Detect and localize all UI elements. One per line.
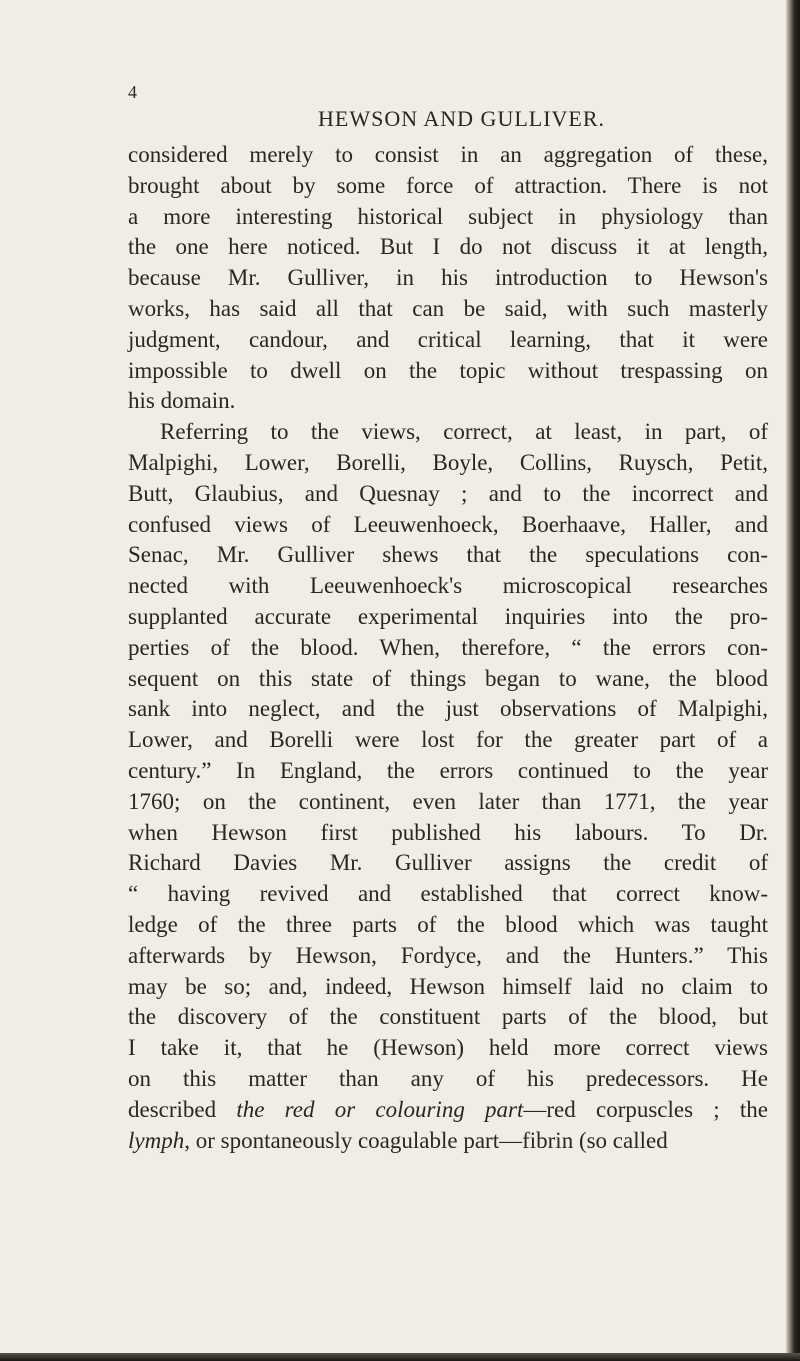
text-line: considered merely to consist in an aggregation of these,: [128, 142, 768, 167]
text-run: —red corpuscles ; the: [523, 1096, 768, 1122]
paragraph: [128, 140, 768, 417]
text-line: century.” In England, the errors continued to the year: [128, 757, 768, 783]
body-text: [128, 140, 768, 1156]
paragraph: [128, 417, 768, 1095]
text-line: confused views of Leeuwenhoeck, Boerhaave, Haller, and: [128, 511, 768, 537]
text-line: supplanted accurate experimental inquiries into the pro-: [128, 603, 768, 629]
running-head: [128, 72, 790, 131]
text-line: when Hewson first published his labours. To Dr.: [128, 819, 768, 845]
text-line: the one here noticed. But I do not discuss it at length,: [128, 234, 768, 260]
text-line: I take it, that he (Hewson) held more correct views: [128, 1035, 768, 1061]
text-line: a more interesting historical subject in physiology than: [128, 203, 768, 229]
text-line: Referring to the views, correct, at least, in part, of: [160, 419, 768, 445]
page-number: 4: [128, 82, 137, 102]
page-bottom-edge: [0, 1353, 800, 1361]
text-line: judgment, candour, and critical learning, that it were: [128, 326, 768, 352]
text-line: the discovery of the constituent parts of the blood, but: [128, 1004, 768, 1030]
text-line: perties of the blood. When, therefore, “ the errors con-: [128, 634, 768, 660]
text-line: ledge of the three parts of the blood which was taught: [128, 911, 768, 937]
text-line: Richard Davies Mr. Gulliver assigns the credit of: [128, 850, 768, 876]
text-line: 1760; on the continent, even later than 1771, the year: [128, 788, 768, 814]
text-line: nected with Leeuwenhoeck's microscopical researches: [128, 573, 768, 599]
text-line: brought about by some force of attraction. There is not: [128, 172, 768, 198]
text-line: “ having revived and established that correct know-: [128, 881, 768, 907]
text-line: his domain.: [128, 388, 236, 414]
text-line: may be so; and, indeed, Hewson himself laid no claim to: [128, 973, 768, 999]
text-line: [128, 1126, 768, 1157]
text-line: afterwards by Hewson, Fordyce, and the Hunters.” This: [128, 942, 768, 968]
text-line: because Mr. Gulliver, in his introduction to Hewson's: [128, 265, 768, 291]
text-line: Lower, and Borelli were lost for the greater part of a: [128, 727, 768, 753]
text-line: [128, 1095, 768, 1126]
text-line: on this matter than any of his predecessors. He: [128, 1065, 768, 1091]
paragraph-continuation: [128, 1095, 768, 1157]
text-line: Senac, Mr. Gulliver shews that the speculations con-: [128, 542, 768, 568]
text-run: described: [128, 1096, 237, 1122]
text-line: sank into neglect, and the just observations of Malpighi,: [128, 696, 768, 722]
text-line: impossible to dwell on the topic without trespassing on: [128, 357, 768, 383]
text-line: Malpighi, Lower, Borelli, Boyle, Collins, Ruysch, Petit,: [128, 449, 768, 475]
text-line: works, has said all that can be said, with such masterly: [128, 295, 768, 321]
page-edge-shadow: [786, 0, 800, 1361]
running-title: HEWSON AND GULLIVER.: [318, 106, 606, 131]
italic-phrase: lymph: [128, 1127, 185, 1153]
text-line: sequent on this state of things began to wane, the blood: [128, 665, 768, 691]
italic-phrase: the red or colouring part: [236, 1096, 524, 1122]
text-line: Butt, Glaubius, and Quesnay ; and to the incorrect and: [128, 480, 768, 506]
text-run: , or spontaneously coagulable part—fibrin (so called: [184, 1127, 668, 1153]
